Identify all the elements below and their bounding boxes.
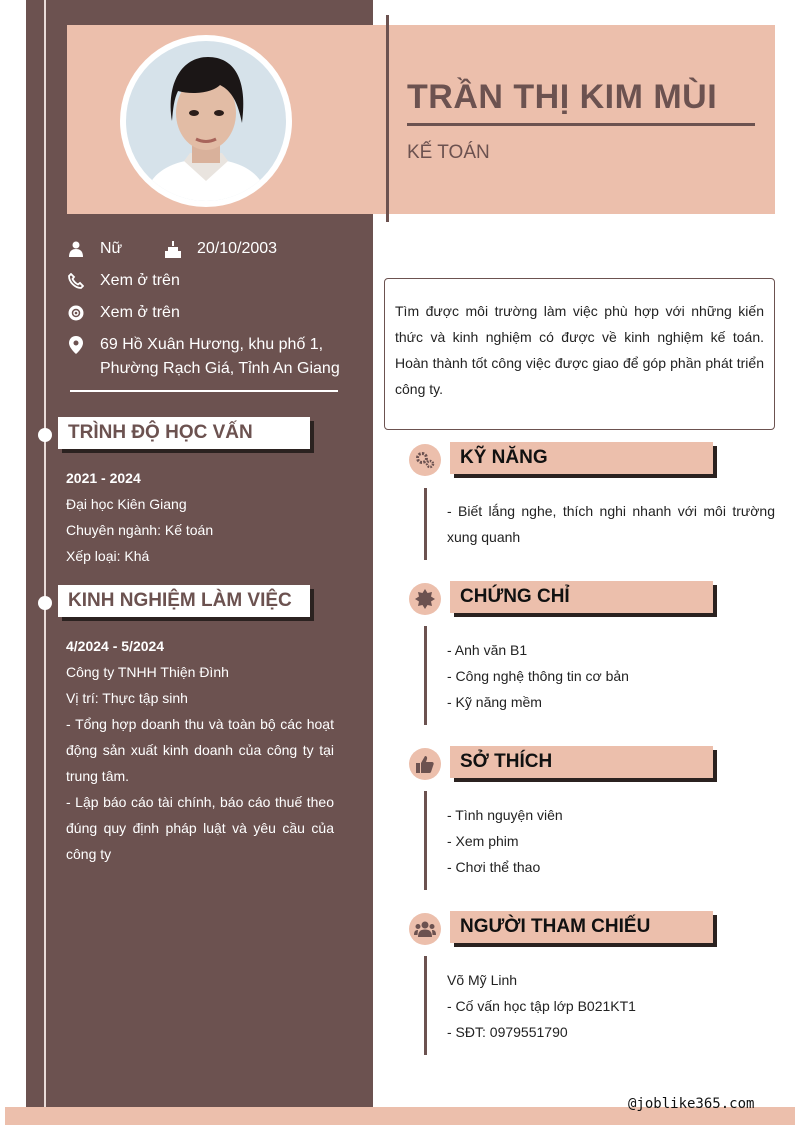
education-period: 2021 - 2024 xyxy=(66,470,141,486)
avatar xyxy=(120,35,292,207)
references-bar xyxy=(424,956,427,1055)
badge-icon xyxy=(409,583,441,615)
birthday-value: 20/10/2003 xyxy=(197,240,278,257)
list-item: - Chơi thể thao xyxy=(447,859,541,875)
avatar-illustration xyxy=(126,41,286,201)
gender-row xyxy=(66,237,122,261)
hobbies-heading: SỞ THÍCH xyxy=(450,746,713,778)
experience-block xyxy=(66,633,334,867)
experience-heading: KINH NGHIỆM LÀM VIỆC xyxy=(58,585,310,617)
education-major: Chuyên ngành: Kế toán xyxy=(66,522,214,538)
thumbs-up-icon xyxy=(409,748,441,780)
at-icon xyxy=(66,301,86,325)
list-item: - Cố vấn học tập lớp B021KT1 xyxy=(447,998,636,1014)
email-value: Xem ở trên xyxy=(100,304,180,321)
person-icon xyxy=(66,237,86,261)
hobbies-bar xyxy=(424,791,427,890)
skills-list xyxy=(447,498,775,550)
job-title: KẾ TOÁN xyxy=(407,142,490,163)
references-list xyxy=(447,967,775,1045)
contact-divider xyxy=(70,390,338,392)
phone-value: Xem ở trên xyxy=(100,272,180,289)
education-heading: TRÌNH ĐỘ HỌC VẤN xyxy=(58,417,310,449)
skills-bar xyxy=(424,488,427,560)
skills-heading: KỸ NĂNG xyxy=(450,442,713,474)
education-grade: Xếp loại: Khá xyxy=(66,548,150,564)
phone-icon xyxy=(66,269,86,293)
name-underline xyxy=(407,123,755,126)
location-pin-icon xyxy=(66,333,86,357)
experience-duty: - Lập báo cáo tài chính, báo cáo thuế theo đúng quy định pháp luật và yêu cầu của công ty xyxy=(66,794,334,862)
address-line-2: Phường Rạch Giá, Tỉnh An Giang xyxy=(100,360,340,377)
certificates-heading: CHỨNG CHỈ xyxy=(450,581,713,613)
career-objective: Tìm được môi trường làm việc phù hợp với những kiến thức và kinh nghiệm có được về kinh nghiệm kế toán. Hoàn thành tốt công việc được giao để góp phần phát triển công ty. xyxy=(384,278,775,430)
experience-position: Vị trí: Thực tập sinh xyxy=(66,690,188,706)
list-item: - Kỹ năng mềm xyxy=(447,694,542,710)
timeline-dot xyxy=(38,428,52,442)
list-item: - Công nghệ thông tin cơ bản xyxy=(447,668,629,684)
birthday-row xyxy=(163,237,277,261)
address-row xyxy=(66,333,340,381)
gears-icon xyxy=(409,444,441,476)
experience-company: Công ty TNHH Thiện Đình xyxy=(66,664,229,680)
sidebar-timeline-line xyxy=(44,0,46,1108)
email-row xyxy=(66,301,180,325)
watermark: @joblike365.com xyxy=(628,1096,755,1112)
gender-value: Nữ xyxy=(100,240,123,257)
address-line-1: 69 Hồ Xuân Hương, khu phố 1, xyxy=(100,336,324,353)
list-item: - Anh văn B1 xyxy=(447,642,528,658)
certificates-bar xyxy=(424,626,427,725)
certificates-list xyxy=(447,637,775,715)
experience-period: 4/2024 - 5/2024 xyxy=(66,638,165,654)
header-divider xyxy=(386,15,389,222)
users-icon xyxy=(409,913,441,945)
education-school: Đại học Kiên Giang xyxy=(66,496,187,512)
experience-duty: - Tổng hợp doanh thu và toàn bộ các hoạt động sản xuất kinh doanh của công ty tại trung tâm. xyxy=(66,716,334,784)
list-item: - Tình nguyện viên xyxy=(447,807,563,823)
timeline-dot xyxy=(38,596,52,610)
candidate-name: TRẦN THỊ KIM MÙI xyxy=(407,78,718,116)
cake-icon xyxy=(163,237,183,261)
list-item: - Xem phim xyxy=(447,833,519,849)
hobbies-list xyxy=(447,802,775,880)
list-item: - SĐT: 0979551790 xyxy=(447,1024,568,1040)
phone-row xyxy=(66,269,180,293)
list-item: Võ Mỹ Linh xyxy=(447,972,518,988)
references-heading: NGƯỜI THAM CHIẾU xyxy=(450,911,713,943)
education-block xyxy=(66,465,334,569)
list-item: - Biết lắng nghe, thích nghi nhanh với môi trường xung quanh xyxy=(447,503,775,545)
